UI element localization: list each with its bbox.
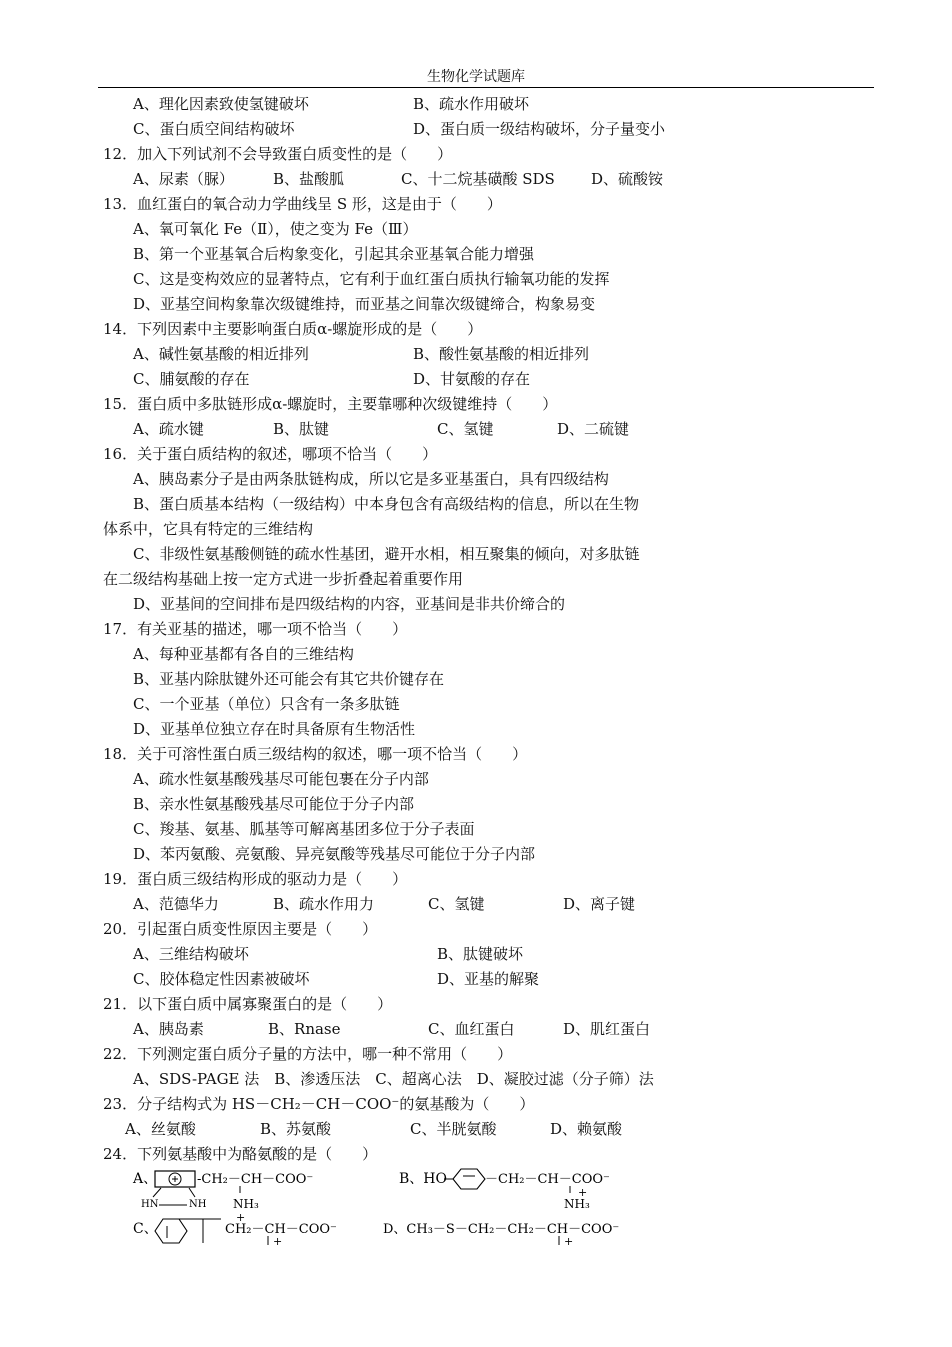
struct-b-chain: －CH₂－CH－COO⁻ xyxy=(485,1172,610,1187)
struct-a-chain: -CH₂－CH－COO⁻ xyxy=(197,1172,314,1187)
option: D、甘氨酸的存在 xyxy=(413,370,531,388)
question-stem: 22．下列测定蛋白质分子量的方法中，哪一种不常用（ ） xyxy=(103,1045,513,1063)
struct-d-plus: + xyxy=(564,1235,574,1248)
option: D、硫酸铵 xyxy=(591,170,664,188)
option: A、疏水键 xyxy=(133,420,204,438)
struct-b-label: B、HO xyxy=(399,1171,447,1187)
option: C、氢键 xyxy=(428,895,485,913)
options-row xyxy=(103,942,893,967)
continuation-line: 在二级结构基础上按一定方式进一步折叠起着重要作用 xyxy=(103,570,464,588)
option-line: D、亚基间的空间排布是四级结构的内容，亚基间是非共价缔合的 xyxy=(133,595,566,613)
struct-a-ring-r xyxy=(189,1188,195,1197)
structure-formulas xyxy=(103,1163,893,1263)
options-row xyxy=(103,92,893,117)
option: A、理化因素致使氢键破坏 xyxy=(133,95,309,113)
option: C、血红蛋白 xyxy=(428,1020,515,1038)
option-line: A、每种亚基都有各自的三维结构 xyxy=(133,645,354,663)
question-stem: 23．分子结构式为 HS－CH₂－CH－COO⁻的氨基酸为（ ） xyxy=(103,1095,535,1113)
question-stem: 13．血红蛋白的氧合动力学曲线呈 S 形，这是由于（ ） xyxy=(103,195,502,213)
question-stem: 19．蛋白质三级结构形成的驱动力是（ ） xyxy=(103,870,408,888)
option: C、半胱氨酸 xyxy=(410,1120,497,1138)
option-line: C、一个亚基（单位）只含有一条多肽链 xyxy=(133,695,400,713)
continuation-line: 体系中，它具有特定的三维结构 xyxy=(103,520,314,538)
option: A、范德华力 xyxy=(133,895,219,913)
option: D、蛋白质一级结构破坏，分子量变小 xyxy=(413,120,666,138)
option-line: A、SDS-PAGE 法 B、渗透压法 C、超离心法 D、凝胶过滤（分子筛）法 xyxy=(133,1070,654,1088)
question-stem: 17．有关亚基的描述，哪一项不恰当（ ） xyxy=(103,620,408,638)
option-line: A、疏水性氨基酸残基尽可能包裹在分子内部 xyxy=(133,770,429,788)
options-row xyxy=(103,1117,893,1142)
option: C、脯氨酸的存在 xyxy=(133,370,250,388)
option-line: B、蛋白质基本结构（一级结构）中本身包含有高级结构的信息，所以在生物 xyxy=(133,495,640,513)
struct-b-ring xyxy=(453,1169,485,1189)
question-stem: 14．下列因素中主要影响蛋白质α-螺旋形成的是（ ） xyxy=(103,320,483,338)
option: B、肽键 xyxy=(273,420,330,438)
option-line: C、这是变构效应的显著特点，它有利于血红蛋白质执行输氧功能的发挥 xyxy=(133,270,610,288)
option: A、胰岛素 xyxy=(133,1020,204,1038)
option: C、氢键 xyxy=(437,420,494,438)
option-line: B、亲水性氨基酸残基尽可能位于分子内部 xyxy=(133,795,415,813)
option: A、尿素（脲） xyxy=(133,170,234,188)
option-line: D、亚基空间构象靠次级键维持，而亚基之间靠次级键缔合，构象易变 xyxy=(133,295,596,313)
struct-c-plus: + xyxy=(273,1235,283,1248)
option: D、二硫键 xyxy=(557,420,630,438)
options-row xyxy=(103,167,893,192)
option: D、离子键 xyxy=(563,895,636,913)
option: B、疏水作用破坏 xyxy=(413,95,530,113)
question-stem: 16．关于蛋白质结构的叙述，哪项不恰当（ ） xyxy=(103,445,438,463)
struct-a-nh3: NH₃ xyxy=(233,1197,259,1211)
struct-c-ring xyxy=(155,1219,187,1243)
options-row xyxy=(103,892,893,917)
option: B、酸性氨基酸的相近排列 xyxy=(413,345,590,363)
question-stem: 15．蛋白质中多肽链形成α-螺旋时，主要靠哪种次级键维持（ ） xyxy=(103,395,558,413)
struct-c-chain: CH₂－CH－COO⁻ xyxy=(225,1222,337,1237)
struct-a-plus: + xyxy=(236,1211,246,1224)
option: B、盐酸胍 xyxy=(273,170,345,188)
option: C、十二烷基磺酸 SDS xyxy=(401,170,555,188)
options-row xyxy=(103,117,893,142)
page-header: 生物化学试题库 xyxy=(427,69,525,85)
struct-d-label: D、CH₃－S－CH₂－CH₂－CH－COO⁻ xyxy=(383,1222,620,1237)
option: B、苏氨酸 xyxy=(260,1120,332,1138)
question-list xyxy=(103,92,893,1167)
option: D、赖氨酸 xyxy=(550,1120,623,1138)
options-row xyxy=(103,967,893,992)
option-line: D、亚基单位独立存在时具备原有生物活性 xyxy=(133,720,416,738)
option: B、Rnase xyxy=(268,1020,341,1038)
options-row xyxy=(103,1017,893,1042)
question-stem: 12．加入下列试剂不会导致蛋白质变性的是（ ） xyxy=(103,145,453,163)
struct-a-label: A、 xyxy=(133,1171,158,1187)
structure-drawings xyxy=(103,1163,893,1263)
option: C、蛋白质空间结构破坏 xyxy=(133,120,295,138)
option-line: C、非级性氨基酸侧链的疏水性基团，避开水相，相互聚集的倾向，对多肽链 xyxy=(133,545,640,563)
struct-c-label: C、 xyxy=(133,1221,158,1237)
option-line: C、羧基、氨基、胍基等可解离基团多位于分子表面 xyxy=(133,820,475,838)
question-stem: 24．下列氨基酸中为酪氨酸的是（ ） xyxy=(103,1145,378,1163)
struct-b-plus: + xyxy=(578,1186,588,1199)
option: A、三维结构破坏 xyxy=(133,945,249,963)
struct-a-hn: HN xyxy=(141,1199,159,1210)
question-stem: 18．关于可溶性蛋白质三级结构的叙述，哪一项不恰当（ ） xyxy=(103,745,528,763)
option-line: B、第一个亚基氧合后构象变化，引起其余亚基氧合能力增强 xyxy=(133,245,535,263)
option-line: D、苯丙氨酸、亮氨酸、异亮氨酸等残基尽可能位于分子内部 xyxy=(133,845,536,863)
question-stem: 21．以下蛋白质中属寡聚蛋白的是（ ） xyxy=(103,995,393,1013)
struct-a-ring-l xyxy=(153,1188,161,1197)
option: A、丝氨酸 xyxy=(125,1120,196,1138)
option-line: A、胰岛素分子是由两条肽链构成，所以它是多亚基蛋白，具有四级结构 xyxy=(133,470,609,488)
option: C、胶体稳定性因素被破坏 xyxy=(133,970,310,988)
header-rule xyxy=(98,87,874,88)
option-line: A、氧可氧化 Fe（Ⅱ），使之变为 Fe（Ⅲ） xyxy=(133,220,418,238)
option: B、肽键破坏 xyxy=(437,945,524,963)
option: B、疏水作用力 xyxy=(273,895,375,913)
option: D、亚基的解聚 xyxy=(437,970,540,988)
option: D、肌红蛋白 xyxy=(563,1020,651,1038)
option: A、碱性氨基酸的相近排列 xyxy=(133,345,309,363)
options-row xyxy=(103,342,893,367)
struct-b-nh3: NH₃ xyxy=(564,1197,590,1211)
options-row xyxy=(103,417,893,442)
question-stem: 20．引起蛋白质变性原因主要是（ ） xyxy=(103,920,378,938)
option-line: B、亚基内除肽键外还可能会有其它共价键存在 xyxy=(133,670,445,688)
struct-a-nh: NH xyxy=(189,1199,207,1210)
options-row xyxy=(103,367,893,392)
